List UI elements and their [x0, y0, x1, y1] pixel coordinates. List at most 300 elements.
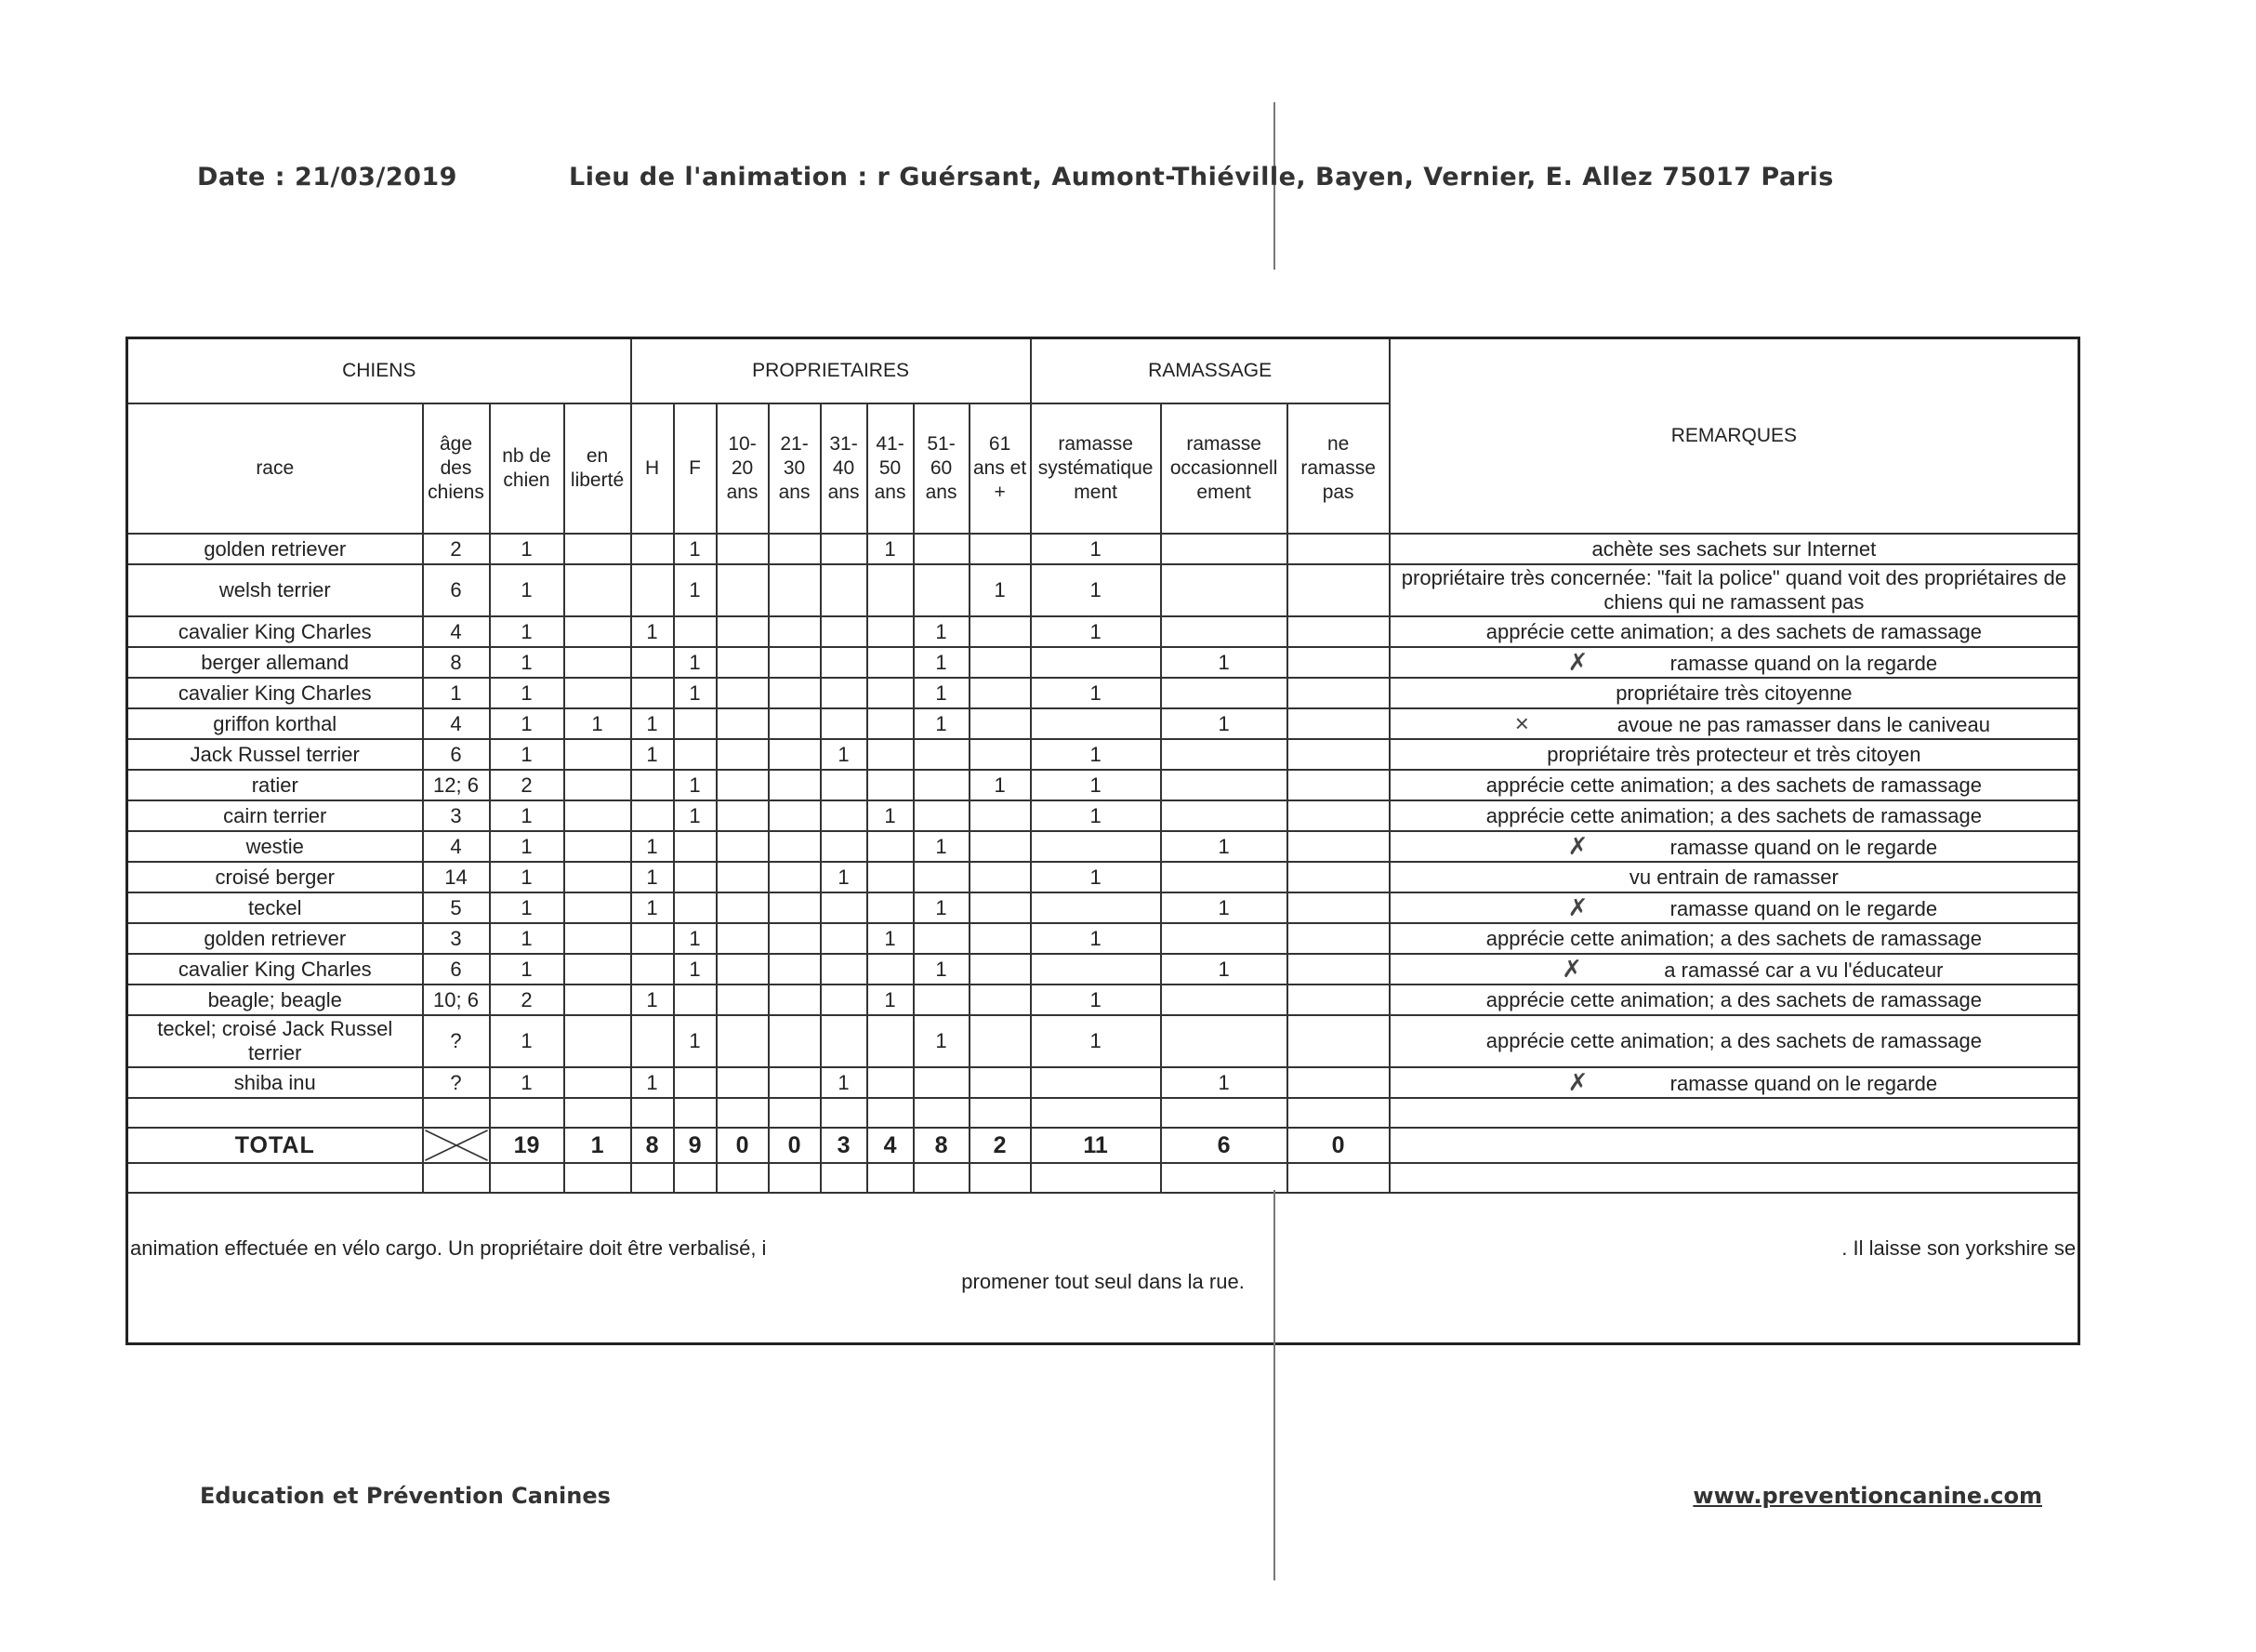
- table-row: [127, 770, 2079, 800]
- cell-a5: [914, 770, 970, 800]
- cell-ne: [1287, 862, 1390, 892]
- cell-occ: 1: [1161, 647, 1287, 678]
- cell-remarque: [1390, 1067, 2079, 1098]
- cell-f: [674, 1067, 717, 1098]
- cell-age: ?: [423, 1067, 490, 1098]
- cell-a2: [769, 954, 821, 985]
- cell-a4: [867, 770, 914, 800]
- cell-lib: [564, 892, 631, 923]
- cell-age: 3: [423, 923, 490, 954]
- remarque-text: vu entrain de ramasser: [1629, 865, 1839, 889]
- cell-lib: [564, 923, 631, 954]
- cell-occ: [1161, 1015, 1287, 1067]
- cell-a5: 1: [914, 892, 970, 923]
- cell-remarque: [1390, 831, 2079, 862]
- cell-a2: [769, 923, 821, 954]
- cell-sys: 1: [1031, 770, 1161, 800]
- remarque-text: ramasse quand on la regarde: [1669, 651, 1938, 675]
- cell-f: [674, 985, 717, 1015]
- cell-remarque: [1390, 985, 2079, 1015]
- cell-a3: [821, 831, 867, 862]
- cell-f: 1: [674, 564, 717, 616]
- remarque-text: avoue ne pas ramasser dans le caniveau: [1616, 712, 1990, 736]
- cell-lib: 1: [564, 708, 631, 739]
- cell-a1: [717, 534, 769, 564]
- cell-h: [631, 923, 674, 954]
- cell-occ: [1161, 770, 1287, 800]
- col-race: race: [127, 403, 423, 534]
- cell-a3: [821, 770, 867, 800]
- cell-nb: 1: [490, 534, 564, 564]
- remarque-text: achète ses sachets sur Internet: [1591, 536, 1877, 561]
- cell-race: welsh terrier: [127, 564, 423, 616]
- cell-a1: [717, 1067, 769, 1098]
- cell-occ: [1161, 534, 1287, 564]
- cell-h: 1: [631, 1067, 674, 1098]
- cell-age: 4: [423, 831, 490, 862]
- cell-f: 1: [674, 800, 717, 831]
- total-a1: 0: [717, 1128, 769, 1163]
- cell-race: westie: [127, 831, 423, 862]
- cell-nb: 1: [490, 892, 564, 923]
- cell-race: teckel; croisé Jack Russel terrier: [127, 1015, 423, 1067]
- col-f: F: [674, 403, 717, 534]
- cell-a6: [970, 739, 1031, 770]
- table-row: [127, 862, 2079, 892]
- cell-lib: [564, 800, 631, 831]
- cell-occ: 1: [1161, 1067, 1287, 1098]
- cell-f: [674, 708, 717, 739]
- cell-ne: [1287, 954, 1390, 985]
- cell-a2: [769, 892, 821, 923]
- cell-race: golden retriever: [127, 534, 423, 564]
- cell-a1: [717, 564, 769, 616]
- total-h: 8: [631, 1128, 674, 1163]
- cell-remarque: [1390, 708, 2079, 739]
- cell-sys: 1: [1031, 1015, 1161, 1067]
- remarque-text: apprécie cette animation; a des sachets de ramassage: [1485, 773, 1982, 797]
- cell-a3: [821, 678, 867, 708]
- cell-a3: [821, 616, 867, 647]
- table-row: [127, 831, 2079, 862]
- total-ne: 0: [1287, 1128, 1390, 1163]
- location-label: Lieu de l'animation : r Guérsant, Aumont-Thiéville, Bayen, Vernier, E. Allez 75017 Paris: [569, 163, 1834, 192]
- cell-a3: 1: [821, 739, 867, 770]
- col-age-41-50: 41- 50 ans: [867, 403, 914, 534]
- cell-a3: [821, 564, 867, 616]
- cell-remarque: [1390, 1015, 2079, 1067]
- cell-a5: 1: [914, 616, 970, 647]
- col-age: âge des chiens: [423, 403, 490, 534]
- cell-ne: [1287, 800, 1390, 831]
- cell-a5: [914, 1067, 970, 1098]
- cell-sys: [1031, 954, 1161, 985]
- cell-age: 14: [423, 862, 490, 892]
- cell-race: cavalier King Charles: [127, 616, 423, 647]
- remarque-text: apprécie cette animation; a des sachets de ramassage: [1485, 1029, 1982, 1052]
- cell-h: 1: [631, 739, 674, 770]
- cell-ne: [1287, 708, 1390, 739]
- cell-a6: [970, 708, 1031, 739]
- cell-occ: 1: [1161, 708, 1287, 739]
- cell-a6: 1: [970, 564, 1031, 616]
- table-row: [127, 892, 2079, 923]
- cell-sys: 1: [1031, 616, 1161, 647]
- cell-nb: 1: [490, 954, 564, 985]
- cell-occ: [1161, 739, 1287, 770]
- col-ramasse-occ: ramasse occasionnell ement: [1161, 403, 1287, 534]
- cell-race: berger allemand: [127, 647, 423, 678]
- cell-nb: 1: [490, 739, 564, 770]
- total-a6: 2: [970, 1128, 1031, 1163]
- total-lib: 1: [564, 1128, 631, 1163]
- table-row: [127, 739, 2079, 770]
- cell-race: cavalier King Charles: [127, 678, 423, 708]
- handwritten-check-icon: ✗: [1567, 1067, 1589, 1096]
- cell-a4: [867, 564, 914, 616]
- handwritten-check-icon: ✗: [1567, 831, 1589, 860]
- cell-a2: [769, 770, 821, 800]
- total-sys: 11: [1031, 1128, 1161, 1163]
- cell-h: [631, 678, 674, 708]
- remarque-text: a ramassé car a vu l'éducateur: [1664, 958, 1944, 982]
- cell-a5: [914, 534, 970, 564]
- cell-a2: [769, 1015, 821, 1067]
- table-row: [127, 954, 2079, 985]
- handwritten-check-icon: ×: [1514, 708, 1529, 737]
- cell-a4: [867, 678, 914, 708]
- cell-a4: [867, 1015, 914, 1067]
- empty-row: [127, 1098, 2079, 1128]
- cell-sys: 1: [1031, 923, 1161, 954]
- cell-age: 2: [423, 534, 490, 564]
- cell-a2: [769, 616, 821, 647]
- cell-h: 1: [631, 862, 674, 892]
- cell-race: golden retriever: [127, 923, 423, 954]
- empty-row: [127, 1163, 2079, 1193]
- cell-a1: [717, 1015, 769, 1067]
- cell-remarque: [1390, 954, 2079, 985]
- cell-race: griffon korthal: [127, 708, 423, 739]
- cell-sys: 1: [1031, 678, 1161, 708]
- cell-a6: [970, 923, 1031, 954]
- cell-a3: 1: [821, 1067, 867, 1098]
- cell-a2: [769, 862, 821, 892]
- table-row: [127, 616, 2079, 647]
- cell-sys: 1: [1031, 800, 1161, 831]
- remarque-text: ramasse quand on le regarde: [1669, 835, 1938, 859]
- cell-ne: [1287, 678, 1390, 708]
- cell-h: [631, 534, 674, 564]
- cell-a3: [821, 708, 867, 739]
- table-row: [127, 564, 2079, 616]
- cell-remarque: [1390, 739, 2079, 770]
- cell-ne: [1287, 739, 1390, 770]
- cell-a6: [970, 616, 1031, 647]
- cell-ne: [1287, 892, 1390, 923]
- cell-lib: [564, 616, 631, 647]
- cell-remarque: [1390, 770, 2079, 800]
- cell-a5: [914, 923, 970, 954]
- cell-age: 3: [423, 800, 490, 831]
- cell-h: 1: [631, 708, 674, 739]
- cell-a4: [867, 831, 914, 862]
- cell-age: 1: [423, 678, 490, 708]
- cell-remarque: [1390, 892, 2079, 923]
- cell-a4: 1: [867, 534, 914, 564]
- cell-a5: [914, 985, 970, 1015]
- cell-nb: 1: [490, 678, 564, 708]
- note-right: . Il laisse son yorkshire se: [1841, 1236, 2077, 1260]
- cell-a4: [867, 647, 914, 678]
- remarque-text: ramasse quand on le regarde: [1669, 896, 1938, 920]
- cell-lib: [564, 534, 631, 564]
- cell-a2: [769, 831, 821, 862]
- col-age-61-plus: 61 ans et +: [970, 403, 1031, 534]
- cell-lib: [564, 862, 631, 892]
- cell-a1: [717, 954, 769, 985]
- cell-f: 1: [674, 678, 717, 708]
- cell-age: 5: [423, 892, 490, 923]
- cell-sys: 1: [1031, 739, 1161, 770]
- cell-a4: [867, 739, 914, 770]
- date-label: Date : 21/03/2019: [197, 163, 457, 192]
- cell-a5: 1: [914, 954, 970, 985]
- cell-sys: [1031, 892, 1161, 923]
- cell-f: 1: [674, 647, 717, 678]
- cell-sys: 1: [1031, 534, 1161, 564]
- cell-ne: [1287, 1015, 1390, 1067]
- footer-website-link[interactable]: www.preventioncanine.com: [1693, 1483, 2042, 1509]
- cell-a4: [867, 892, 914, 923]
- cell-nb: 1: [490, 800, 564, 831]
- col-liberte: en liberté: [564, 403, 631, 534]
- cell-occ: [1161, 800, 1287, 831]
- cell-h: 1: [631, 892, 674, 923]
- cell-occ: 1: [1161, 954, 1287, 985]
- cell-remarque: [1390, 862, 2079, 892]
- remarque-text: apprécie cette animation; a des sachets de ramassage: [1485, 619, 1982, 643]
- total-nb: 19: [490, 1128, 564, 1163]
- cell-nb: 1: [490, 1067, 564, 1098]
- cell-a3: [821, 1015, 867, 1067]
- cell-a6: [970, 862, 1031, 892]
- cell-remarque: [1390, 923, 2079, 954]
- cell-h: 1: [631, 831, 674, 862]
- total-occ: 6: [1161, 1128, 1287, 1163]
- cell-nb: 1: [490, 647, 564, 678]
- cell-f: 1: [674, 923, 717, 954]
- cell-age: 6: [423, 954, 490, 985]
- cell-a1: [717, 708, 769, 739]
- total-row: [127, 1128, 2079, 1163]
- cell-a3: [821, 534, 867, 564]
- cell-a1: [717, 892, 769, 923]
- table-row: [127, 985, 2079, 1015]
- cell-occ: 1: [1161, 831, 1287, 862]
- cell-a3: [821, 985, 867, 1015]
- cell-f: [674, 831, 717, 862]
- cell-a1: [717, 831, 769, 862]
- cell-remarque: [1390, 647, 2079, 678]
- cell-a6: [970, 678, 1031, 708]
- cell-a3: [821, 954, 867, 985]
- note-cell: [127, 1193, 2079, 1344]
- cell-f: 1: [674, 770, 717, 800]
- cell-lib: [564, 564, 631, 616]
- cell-ne: [1287, 534, 1390, 564]
- total-a5: 8: [914, 1128, 970, 1163]
- cell-nb: 1: [490, 862, 564, 892]
- survey-table: [125, 337, 2080, 1345]
- cell-a5: 1: [914, 1015, 970, 1067]
- total-f: 9: [674, 1128, 717, 1163]
- cell-a3: [821, 923, 867, 954]
- cell-h: [631, 647, 674, 678]
- cell-a6: [970, 800, 1031, 831]
- cell-nb: 1: [490, 1015, 564, 1067]
- cell-age: ?: [423, 1015, 490, 1067]
- cell-ne: [1287, 616, 1390, 647]
- cell-f: 1: [674, 1015, 717, 1067]
- cell-a6: [970, 1015, 1031, 1067]
- cell-a2: [769, 1067, 821, 1098]
- table-body: [127, 534, 2079, 1098]
- cell-a2: [769, 800, 821, 831]
- cell-ne: [1287, 564, 1390, 616]
- cell-age: 10; 6: [423, 985, 490, 1015]
- cell-h: [631, 564, 674, 616]
- cell-f: [674, 739, 717, 770]
- cell-a5: 1: [914, 647, 970, 678]
- cell-age: 6: [423, 564, 490, 616]
- cell-lib: [564, 647, 631, 678]
- cell-occ: [1161, 678, 1287, 708]
- cell-a6: [970, 954, 1031, 985]
- cell-a6: 1: [970, 770, 1031, 800]
- cell-sys: [1031, 831, 1161, 862]
- col-age-31-40: 31- 40 ans: [821, 403, 867, 534]
- cell-occ: [1161, 923, 1287, 954]
- cell-a1: [717, 862, 769, 892]
- cell-occ: [1161, 564, 1287, 616]
- total-a3: 3: [821, 1128, 867, 1163]
- col-age-10-20: 10- 20 ans: [717, 403, 769, 534]
- cell-occ: [1161, 985, 1287, 1015]
- cell-occ: 1: [1161, 892, 1287, 923]
- cell-ne: [1287, 923, 1390, 954]
- cell-nb: 2: [490, 985, 564, 1015]
- cell-a5: [914, 564, 970, 616]
- cell-a1: [717, 923, 769, 954]
- note-left: animation effectuée en vélo cargo. Un propriétaire doit être verbalisé, i: [130, 1236, 767, 1260]
- cell-ne: [1287, 770, 1390, 800]
- fold-line-bottom: [1273, 1190, 1275, 1580]
- table-row: [127, 1015, 2079, 1067]
- cell-a2: [769, 647, 821, 678]
- cell-f: 1: [674, 954, 717, 985]
- cell-a5: 1: [914, 708, 970, 739]
- cell-a6: [970, 647, 1031, 678]
- cell-a3: [821, 892, 867, 923]
- cell-h: [631, 1015, 674, 1067]
- cell-age: 8: [423, 647, 490, 678]
- group-ramassage: RAMASSAGE: [1031, 338, 1390, 404]
- cell-a6: [970, 1067, 1031, 1098]
- cell-a2: [769, 534, 821, 564]
- group-remarques: REMARQUES: [1390, 338, 2079, 535]
- group-chiens: CHIENS: [127, 338, 631, 404]
- cell-a4: 1: [867, 800, 914, 831]
- cell-occ: [1161, 862, 1287, 892]
- cell-f: [674, 892, 717, 923]
- cell-a1: [717, 678, 769, 708]
- col-ne-ramasse: ne ramasse pas: [1287, 403, 1390, 534]
- cell-ne: [1287, 831, 1390, 862]
- cell-a5: [914, 739, 970, 770]
- cell-remarque: [1390, 616, 2079, 647]
- cell-remarque: [1390, 678, 2079, 708]
- cell-ne: [1287, 985, 1390, 1015]
- cell-race: cairn terrier: [127, 800, 423, 831]
- cell-a2: [769, 708, 821, 739]
- cell-sys: [1031, 1067, 1161, 1098]
- cell-a1: [717, 739, 769, 770]
- cell-a4: 1: [867, 923, 914, 954]
- cell-remarque: [1390, 534, 2079, 564]
- cell-race: beagle; beagle: [127, 985, 423, 1015]
- cell-h: 1: [631, 985, 674, 1015]
- cell-nb: 1: [490, 831, 564, 862]
- cell-f: [674, 616, 717, 647]
- table-row: [127, 647, 2079, 678]
- total-a4: 4: [867, 1128, 914, 1163]
- table-row: [127, 800, 2079, 831]
- cell-a1: [717, 616, 769, 647]
- total-a2: 0: [769, 1128, 821, 1163]
- handwritten-check-icon: ✗: [1567, 647, 1589, 676]
- cell-lib: [564, 1015, 631, 1067]
- cell-age: 6: [423, 739, 490, 770]
- cell-h: 1: [631, 616, 674, 647]
- cell-nb: 1: [490, 564, 564, 616]
- cell-remarque: [1390, 564, 2079, 616]
- table-row: [127, 708, 2079, 739]
- col-age-51-60: 51- 60 ans: [914, 403, 970, 534]
- cell-race: shiba inu: [127, 1067, 423, 1098]
- table-row: [127, 923, 2079, 954]
- col-nb: nb de chien: [490, 403, 564, 534]
- handwritten-check-icon: ✗: [1562, 954, 1583, 983]
- remarque-text: apprécie cette animation; a des sachets de ramassage: [1485, 987, 1982, 1011]
- cell-h: [631, 770, 674, 800]
- cell-h: [631, 800, 674, 831]
- cell-nb: 1: [490, 616, 564, 647]
- cell-race: Jack Russel terrier: [127, 739, 423, 770]
- cell-a3: [821, 647, 867, 678]
- group-proprietaires: PROPRIETAIRES: [631, 338, 1031, 404]
- cell-nb: 1: [490, 708, 564, 739]
- cell-race: croisé berger: [127, 862, 423, 892]
- cell-age: 4: [423, 708, 490, 739]
- cell-age: 12; 6: [423, 770, 490, 800]
- cell-occ: [1161, 616, 1287, 647]
- cell-a2: [769, 739, 821, 770]
- cell-a6: [970, 892, 1031, 923]
- cell-race: cavalier King Charles: [127, 954, 423, 985]
- cell-a5: [914, 800, 970, 831]
- cell-a4: 1: [867, 985, 914, 1015]
